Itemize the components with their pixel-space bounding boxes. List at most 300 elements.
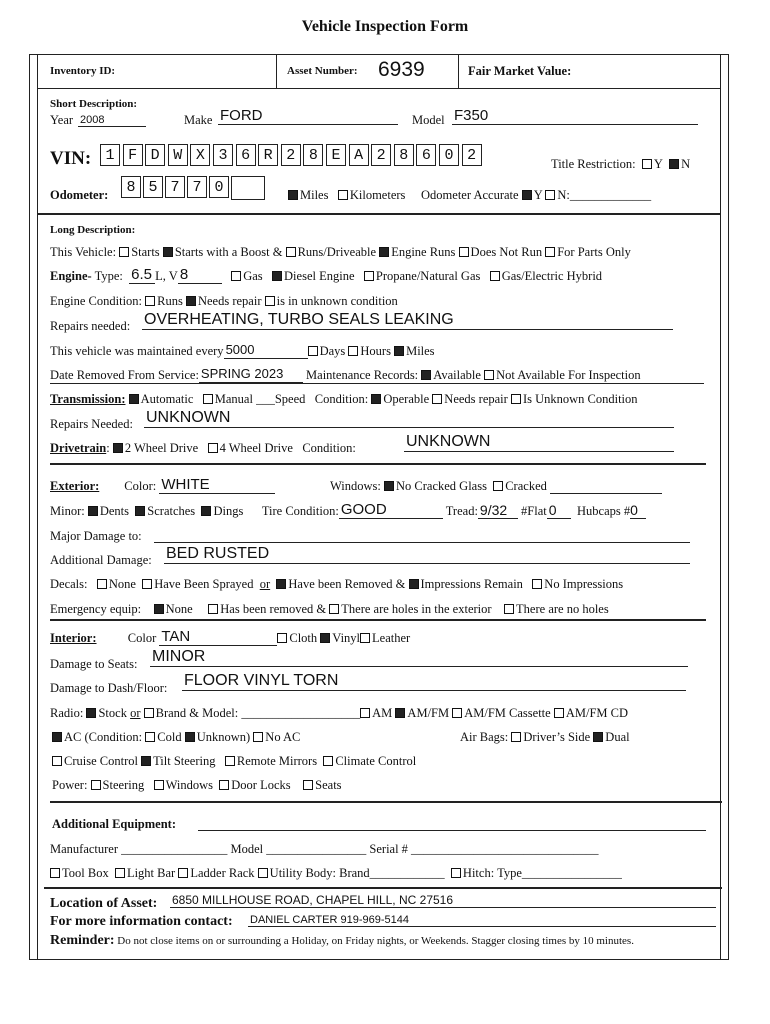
repairs-needed-field[interactable] (142, 311, 673, 330)
miles-label: Miles (300, 188, 329, 202)
no-holes-checkbox[interactable] (504, 604, 514, 614)
utility-checkbox[interactable] (258, 868, 268, 878)
power-label: Power: (52, 778, 88, 792)
odometer-digit-box: 7 (187, 176, 207, 198)
ec-needs-repair-checkbox[interactable] (186, 296, 196, 306)
automatic-checkbox[interactable] (129, 394, 139, 404)
decals-removed-checkbox[interactable] (276, 579, 286, 589)
form-title: Vehicle Inspection Form (301, 18, 469, 35)
dings-checkbox[interactable] (201, 506, 211, 516)
interior-row (50, 630, 410, 646)
sprayed-checkbox[interactable] (142, 579, 152, 589)
seats-damage-label: Damage to Seats: (50, 657, 138, 671)
days-label: Days (319, 344, 346, 358)
starts-checkbox[interactable] (119, 247, 129, 257)
cylinders-value: 8 (179, 266, 189, 283)
vin-char-box: 2 (371, 144, 391, 166)
gas-label: Gas (243, 269, 263, 283)
long-description-label: Long Description: (50, 224, 136, 236)
dents-checkbox[interactable] (88, 506, 98, 516)
amfm-label: AM/FM (407, 706, 450, 720)
no-cracked-label: No Cracked Glass (396, 479, 487, 493)
removed-field[interactable] (199, 368, 303, 383)
maintained-field[interactable] (224, 344, 308, 359)
ac-unknown-checkbox[interactable] (185, 732, 195, 742)
leather-label: Leather (372, 631, 411, 645)
features-row (52, 753, 416, 769)
stock-checkbox[interactable] (86, 708, 96, 718)
odometer-accurate-y-checkbox[interactable] (522, 190, 532, 200)
divider-transmission (50, 383, 704, 384)
hybrid-checkbox[interactable] (490, 271, 500, 281)
exterior-color-field[interactable] (159, 476, 275, 494)
trans-needs-repair-checkbox[interactable] (432, 394, 442, 404)
reminder-row (50, 933, 634, 949)
ec-unknown-checkbox[interactable] (265, 296, 275, 306)
decals-removed-label: Have been Removed & (288, 577, 406, 591)
odometer-digit-box: 5 (143, 176, 163, 198)
propane-checkbox[interactable] (364, 271, 374, 281)
brand-checkbox[interactable] (144, 708, 154, 718)
header-sep-1 (276, 54, 277, 88)
emergency-label: Emergency equip: (50, 602, 142, 616)
hybrid-label: Gas/Electric Hybrid (501, 269, 603, 283)
maintained-row (50, 343, 435, 359)
odometer-digit-box: 8 (121, 176, 141, 198)
transmission-label: Transmission: (50, 392, 126, 406)
drivers-side-checkbox[interactable] (511, 732, 521, 742)
operable-checkbox[interactable] (371, 394, 381, 404)
header-divider (37, 88, 721, 89)
ec-runs-label: Runs (157, 294, 183, 308)
trans-unknown-label: Is Unknown Condition (522, 392, 638, 406)
odometer-digit-box: 0 (209, 176, 229, 198)
kilometers-label: Kilometers (349, 188, 406, 202)
location-value: 6850 MILLHOUSE ROAD, CHAPEL HILL, NC 27516 (172, 893, 454, 907)
airbags-label: Air Bags: (460, 730, 509, 744)
cloth-checkbox[interactable] (277, 633, 287, 643)
removed-label: Date Removed From Service: (50, 368, 199, 382)
odometer-digit-box: 7 (165, 176, 185, 198)
divider-footer (44, 887, 722, 889)
repairs-needed-value: OVERHEATING, TURBO SEALS LEAKING (144, 311, 454, 328)
vin-char-box: F (123, 144, 143, 166)
engine-condition-row (50, 293, 398, 309)
tire-condition-value: GOOD (340, 501, 387, 518)
exterior-color-value: WHITE (161, 476, 210, 493)
minor-row (50, 503, 646, 519)
engine-condition-label: Engine Condition: (50, 294, 143, 308)
additional-damage-value: BED RUSTED (166, 545, 270, 562)
contact-field[interactable] (248, 912, 716, 927)
vin-label: VIN: (50, 148, 92, 169)
interior-color-field[interactable] (159, 628, 277, 646)
seats-damage-field[interactable] (150, 648, 688, 667)
odometer-options (288, 187, 651, 203)
impressions-label: Impressions Remain (420, 577, 523, 591)
tire-condition-label: Tire Condition: (261, 504, 339, 518)
ac-row (52, 729, 300, 745)
make-label: Make (184, 113, 213, 127)
exterior-label: Exterior: (50, 479, 100, 493)
dash-damage-field[interactable] (182, 672, 686, 691)
climate-checkbox[interactable] (323, 756, 333, 766)
amfm-cassette-label: AM/FM Cassette (464, 706, 551, 720)
vin-char-box: 6 (236, 144, 256, 166)
vinyl-label: Vinyl (332, 631, 361, 645)
vin-char-box: 8 (303, 144, 323, 166)
asset-number-value[interactable]: 6939 (378, 58, 425, 81)
odometer-accurate-n-checkbox[interactable] (545, 190, 555, 200)
maintained-value: 5000 (225, 342, 255, 357)
tread-field[interactable] (478, 504, 518, 519)
speed-label: ___Speed (256, 392, 306, 406)
removed-row (50, 367, 641, 383)
engine-runs-label: Engine Runs (391, 245, 456, 259)
does-not-run-label: Does Not Run (470, 245, 543, 259)
drivetrain-row: Drivetrain: 2 Wheel Drive 4 Wheel Drive Condition: (50, 441, 356, 455)
door-locks-label: Door Locks (231, 778, 291, 792)
ladder-checkbox[interactable] (178, 868, 188, 878)
flat-label: #Flat (521, 504, 547, 518)
starts-label: Starts (131, 245, 160, 259)
trans-repairs-label: Repairs Needed: (50, 417, 133, 431)
vin-char-box: X (190, 144, 210, 166)
decals-none-checkbox[interactable] (97, 579, 107, 589)
year-value: 2008 (80, 114, 105, 126)
manual-label: Manual (214, 392, 253, 406)
vin-char-box: 6 (416, 144, 436, 166)
manual-checkbox[interactable] (203, 394, 213, 404)
year-field[interactable] (78, 112, 146, 127)
hubcaps-label: Hubcaps # (577, 504, 631, 518)
title-n-checkbox[interactable] (669, 159, 679, 169)
decals-row (50, 576, 623, 592)
maint-miles-label: Miles (406, 344, 435, 358)
seats-damage-value: MINOR (152, 648, 206, 665)
amfm-cassette-checkbox[interactable] (452, 708, 462, 718)
emergency-removed-checkbox[interactable] (208, 604, 218, 614)
utility-label: Utility Body: Brand____________ (269, 866, 445, 880)
emergency-none-label: None (165, 602, 193, 616)
location-field[interactable] (170, 893, 716, 908)
additional-damage-field[interactable] (164, 545, 690, 564)
no-ac-label: No AC (265, 730, 301, 744)
trans-repairs-field[interactable] (144, 409, 674, 428)
asset-number-label: Asset Number: (287, 65, 358, 77)
additional-equipment-field[interactable] (198, 816, 706, 831)
divider-exterior (50, 463, 706, 465)
power-windows-checkbox[interactable] (154, 780, 164, 790)
vin-char-box: 8 (394, 144, 414, 166)
2wd-label: 2 Wheel Drive (124, 441, 199, 455)
impressions-checkbox[interactable] (409, 579, 419, 589)
transmission-condition-label: Condition: (314, 392, 369, 406)
starts-boost-checkbox[interactable] (163, 247, 173, 257)
airbags-row (460, 729, 630, 745)
make-value: FORD (220, 107, 263, 124)
dents-label: Dents (99, 504, 130, 518)
radio-or-label: or (130, 706, 141, 720)
divider-additional (50, 801, 722, 803)
inventory-id-label: Inventory ID: (50, 65, 116, 77)
fair-market-value-label: Fair Market Value: (468, 64, 572, 78)
maint-miles-checkbox[interactable] (394, 346, 404, 356)
dual-label: Dual (605, 730, 630, 744)
radio-row (50, 705, 628, 721)
parts-only-label: For Parts Only (557, 245, 631, 259)
leather-checkbox[interactable] (360, 633, 370, 643)
amfm-cd-checkbox[interactable] (554, 708, 564, 718)
hubcaps-value: 0 (630, 502, 638, 518)
model-value: F350 (454, 107, 489, 124)
repairs-needed-label: Repairs needed: (50, 319, 131, 333)
reminder-label: Reminder: (50, 933, 115, 948)
no-holes-label: There are no holes (516, 602, 609, 616)
mirrors-label: Remote Mirrors (236, 754, 318, 768)
dual-checkbox[interactable] (593, 732, 603, 742)
vin-char-box: 3 (213, 144, 233, 166)
hitch-checkbox[interactable] (451, 868, 461, 878)
door-locks-checkbox[interactable] (219, 780, 229, 790)
reminder-text: Do not close items on or surrounding a Holiday, on Friday nights, or Weekends. Stagger closing times by 10 minutes. (117, 935, 634, 947)
vin-char-box: E (326, 144, 346, 166)
runs-driveable-label: Runs/Driveable (297, 245, 377, 259)
trans-repairs-value: UNKNOWN (146, 409, 231, 426)
sprayed-label: Have Been Sprayed (154, 577, 254, 591)
interior-color-value: TAN (161, 628, 191, 645)
scratches-checkbox[interactable] (135, 506, 145, 516)
exterior-row (50, 478, 275, 494)
odometer-digit-box (231, 176, 265, 200)
title-restriction-label: Title Restriction: (551, 157, 636, 171)
power-steering-label: Steering (102, 778, 145, 792)
dings-label: Dings (213, 504, 244, 518)
contact-label: For more information contact: (50, 914, 233, 929)
tire-condition-field[interactable] (339, 501, 443, 519)
power-steering-checkbox[interactable] (91, 780, 101, 790)
dash-damage-label: Damage to Dash/Floor: (50, 681, 168, 695)
hours-checkbox[interactable] (348, 346, 358, 356)
odometer-accurate-label: Odometer Accurate (421, 188, 519, 202)
emergency-none-checkbox[interactable] (154, 604, 164, 614)
removed-value: SPRING 2023 (200, 366, 284, 381)
4wd-checkbox[interactable] (208, 443, 218, 453)
additional-damage-label: Additional Damage: (50, 553, 152, 567)
interior-color-label: Color (127, 631, 157, 645)
no-impressions-label: No Impressions (544, 577, 624, 591)
engine-label: Engine- (50, 269, 92, 283)
power-seats-checkbox[interactable] (303, 780, 313, 790)
power-seats-label: Seats (315, 778, 342, 792)
additional-equipment-label: Additional Equipment: (52, 817, 176, 831)
title-y-label: Y (653, 157, 663, 171)
4wd-label: 4 Wheel Drive (219, 441, 293, 455)
maintained-label: This vehicle was maintained every (50, 344, 224, 358)
windows-row (330, 478, 662, 494)
emergency-removed-label: Has been removed & (220, 602, 327, 616)
exterior-color-label: Color: (124, 479, 157, 493)
operable-label: Operable (383, 392, 430, 406)
toolbox-checkbox[interactable] (50, 868, 60, 878)
divider-interior (50, 619, 706, 621)
vin-char-box: W (168, 144, 188, 166)
drivetrain-condition-field[interactable] (404, 433, 674, 452)
hubcaps-field[interactable] (630, 504, 646, 519)
cylinders-field[interactable] (178, 266, 222, 284)
toolbox-label: Tool Box (62, 866, 109, 880)
lightbar-checkbox[interactable] (115, 868, 125, 878)
engine-row (50, 268, 602, 284)
title-restriction (551, 156, 690, 172)
kilometers-checkbox[interactable] (338, 190, 348, 200)
engine-runs-checkbox[interactable] (379, 247, 389, 257)
flat-value: 0 (548, 502, 557, 518)
hours-label: Hours (360, 344, 391, 358)
diesel-checkbox[interactable] (272, 271, 282, 281)
title-n-label: N (681, 157, 691, 171)
does-not-run-checkbox[interactable] (459, 247, 469, 257)
header-sep-2 (458, 54, 459, 88)
major-damage-field[interactable] (154, 528, 690, 543)
records-available-checkbox[interactable] (421, 370, 431, 380)
parts-only-checkbox[interactable] (545, 247, 555, 257)
gas-checkbox[interactable] (231, 271, 241, 281)
starts-boost-label: Starts with a Boost & (174, 245, 283, 259)
drivetrain-condition-value: UNKNOWN (406, 433, 491, 450)
vin-char-box: 2 (462, 144, 482, 166)
transmission-row (50, 391, 638, 407)
cracked-label: Cracked (505, 479, 547, 493)
decals-label: Decals: (50, 577, 88, 591)
vin-char-box: A (349, 144, 369, 166)
interior-label: Interior: (50, 631, 97, 645)
amfm-checkbox[interactable] (395, 708, 405, 718)
tilt-checkbox[interactable] (141, 756, 151, 766)
section-divider-long (37, 213, 721, 215)
trans-needs-repair-label: Needs repair (444, 392, 508, 406)
model-label: Model (412, 113, 445, 127)
cloth-label: Cloth (289, 631, 318, 645)
contact-value: DANIEL CARTER 919-969-5144 (250, 914, 409, 926)
no-impressions-checkbox[interactable] (532, 579, 542, 589)
odometer-accurate-y-label: Y (533, 188, 543, 202)
vin-char-box: 2 (281, 144, 301, 166)
brand-model-label: Brand & Model: ___________________ (155, 706, 361, 720)
ec-needs-repair-label: Needs repair (197, 294, 262, 308)
vin-char-box: 1 (100, 144, 120, 166)
vin-char-box: 0 (439, 144, 459, 166)
minor-label: Minor: (50, 504, 85, 518)
dash-damage-value: FLOOR VINYL TORN (184, 672, 339, 689)
no-ac-checkbox[interactable] (253, 732, 263, 742)
title-y-checkbox[interactable] (642, 159, 652, 169)
tread-label: Tread: (445, 504, 478, 518)
mirrors-checkbox[interactable] (225, 756, 235, 766)
miles-checkbox[interactable] (288, 190, 298, 200)
odometer-label: Odometer: (50, 188, 109, 202)
this-vehicle-label: This Vehicle: (50, 245, 117, 259)
climate-label: Climate Control (335, 754, 417, 768)
am-checkbox[interactable] (360, 708, 370, 718)
tread-value: 9/32 (479, 502, 508, 518)
ec-runs-checkbox[interactable] (145, 296, 155, 306)
odometer-accurate-n-label: N:_____________ (557, 188, 652, 202)
cracked-field[interactable] (550, 479, 662, 494)
power-row (52, 777, 342, 793)
records-not-available-checkbox[interactable] (484, 370, 494, 380)
model-field[interactable] (452, 107, 698, 125)
cruise-checkbox[interactable] (52, 756, 62, 766)
records-label: Maintenance Records: (306, 368, 419, 382)
trans-unknown-checkbox[interactable] (511, 394, 521, 404)
location-label: Location of Asset: (50, 896, 158, 911)
short-description-label: Short Description: (50, 98, 138, 110)
cruise-label: Cruise Control (64, 754, 138, 768)
vin-char-box: D (145, 144, 165, 166)
flat-field[interactable] (547, 504, 571, 519)
lv-label: L, V (155, 269, 178, 283)
tilt-label: Tilt Steering (153, 754, 216, 768)
make-field[interactable] (218, 107, 398, 125)
emergency-row (50, 601, 609, 617)
liters-value: 6.5 (131, 266, 152, 283)
amfm-cd-label: AM/FM CD (565, 706, 628, 720)
ac-label: AC (Condition: (64, 730, 143, 744)
equipment-row (50, 865, 622, 881)
vin-char-box: R (258, 144, 278, 166)
cracked-checkbox[interactable] (493, 481, 503, 491)
power-windows-label: Windows (165, 778, 214, 792)
windows-label: Windows: (330, 479, 381, 493)
am-label: AM (372, 706, 393, 720)
manufacturer-row: Manufacturer _________________ Model ________________ Serial # ______________________________ (50, 842, 599, 856)
diesel-label: Diesel Engine (284, 269, 355, 283)
propane-label: Propane/Natural Gas (375, 269, 481, 283)
2wd-checkbox[interactable] (113, 443, 123, 453)
drivers-side-label: Driver’s Side (523, 730, 591, 744)
major-damage-label: Major Damage to: (50, 529, 142, 543)
ac-cold-label: Cold (157, 730, 182, 744)
ec-unknown-label: is in unknown condition (276, 294, 398, 308)
hitch-label: Hitch: Type________________ (462, 866, 622, 880)
records-available-label: Available (433, 368, 481, 382)
holes-label: There are holes in the exterior (341, 602, 492, 616)
ladder-label: Ladder Rack (190, 866, 255, 880)
this-vehicle-row (50, 244, 631, 260)
days-checkbox[interactable] (308, 346, 318, 356)
ac-unknown-label: Unknown) (196, 730, 251, 744)
drivetrain-condition-label: Condition: (302, 441, 356, 455)
no-cracked-checkbox[interactable] (384, 481, 394, 491)
lightbar-label: Light Bar (126, 866, 176, 880)
year-label: Year (50, 113, 74, 127)
holes-checkbox[interactable] (329, 604, 339, 614)
records-not-available-label: Not Available For Inspection (496, 368, 641, 382)
runs-driveable-checkbox[interactable] (286, 247, 296, 257)
scratches-label: Scratches (147, 504, 196, 518)
engine-type-label: Type: (94, 269, 123, 283)
ac-cold-checkbox[interactable] (145, 732, 155, 742)
decals-or-label: or (259, 577, 271, 591)
radio-label: Radio: (50, 706, 84, 720)
liters-field[interactable] (129, 266, 155, 284)
decals-none-label: None (108, 577, 136, 591)
ac-checkbox[interactable] (52, 732, 62, 742)
automatic-label: Automatic (140, 392, 194, 406)
vinyl-checkbox[interactable] (320, 633, 330, 643)
drivetrain-label: Drivetrain (50, 441, 107, 455)
